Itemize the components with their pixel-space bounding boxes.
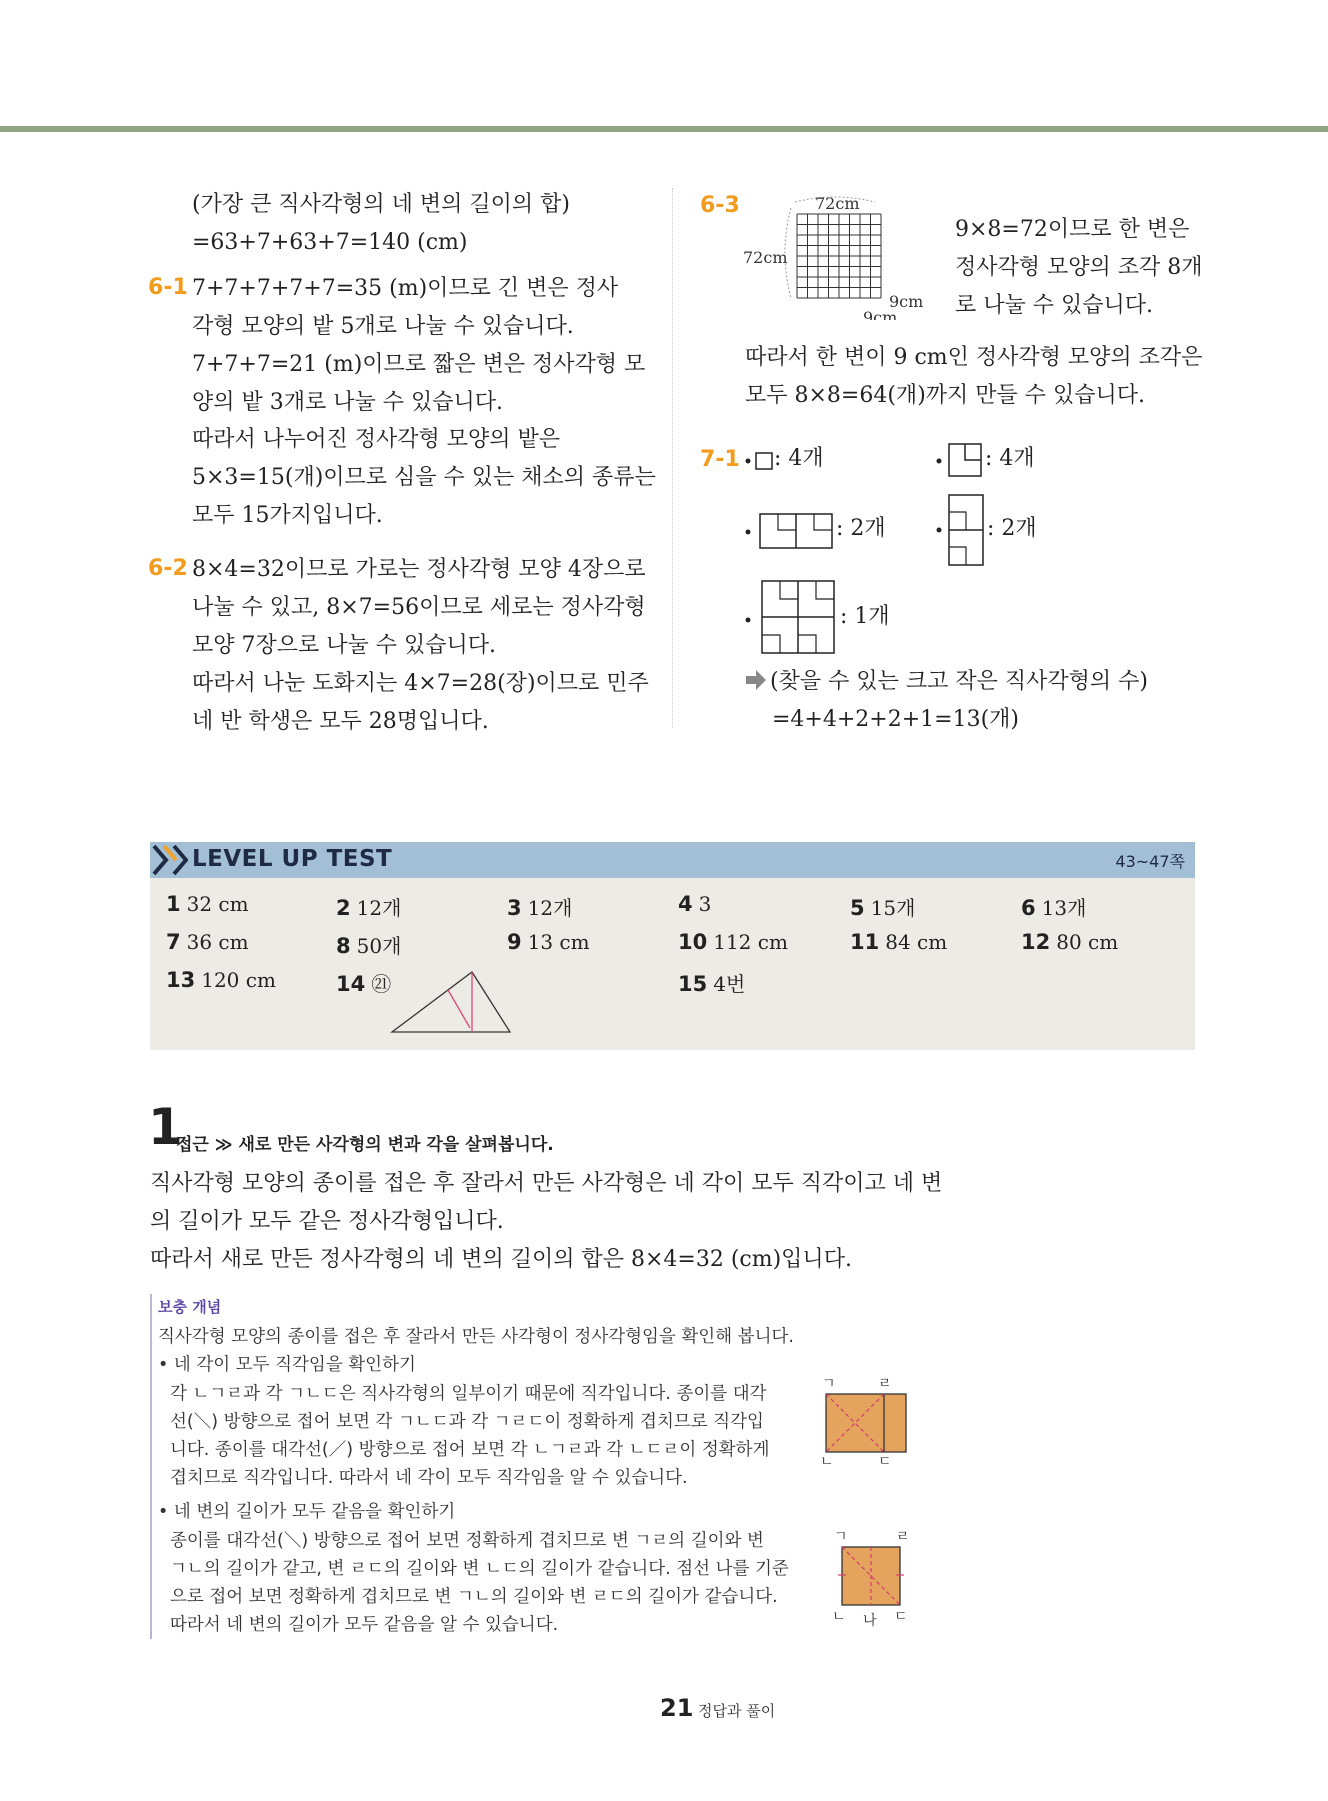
p61-line: 양의 밭 3개로 나눌 수 있습니다. — [192, 390, 503, 415]
answer-item: 15 4번 — [678, 972, 746, 996]
rect-item-5 — [744, 578, 904, 658]
fig1-label: ㄱ — [822, 1376, 836, 1392]
problem-6-3-label: 6-3 — [700, 193, 740, 218]
b2-line: 으로 접어 보면 정확하게 겹치므로 변 ㄱㄴ의 길이와 변 ㄹㄷ의 길이가 같습니다. — [170, 1587, 778, 1607]
problem-7-1-label: 7-1 — [700, 447, 740, 472]
p62-line: 모양 7장으로 나눌 수 있습니다. — [192, 633, 496, 658]
answer-item: 7 36 cm — [166, 930, 249, 954]
b1-line: 니다. 종이를 대각선(／) 방향으로 접어 보면 각 ㄴㄱㄹ과 각 ㄴㄷㄹ이 정확하게 — [170, 1440, 770, 1460]
approach-line: 접근 ≫ 새로 만든 사각형의 변과 각을 살펴봅니다. — [176, 1135, 554, 1155]
fig2-label: ㄷ — [894, 1609, 908, 1625]
answer-item: 9 13 cm — [507, 930, 590, 954]
rect-item-5-count: : 1개 — [840, 604, 890, 629]
conclusion-line-1: (찾을 수 있는 크고 작은 직사각형의 수) — [770, 669, 1148, 694]
rect-item-3 — [744, 508, 904, 552]
fold-figure-1 — [816, 1376, 916, 1468]
supplement-title: 보충 개념 — [158, 1298, 222, 1316]
p61-line: 모두 15가지입니다. — [192, 503, 383, 528]
q1-line: 직사각형 모양의 종이를 접은 후 잘라서 만든 사각형은 네 각이 모두 직각이고 네 변 — [150, 1171, 943, 1196]
fig2-label: ㄱ — [834, 1529, 848, 1545]
grid-figure — [735, 190, 935, 320]
p61-line: 7+7+7=21 (m)이므로 짧은 변은 정사각형 모 — [192, 352, 646, 377]
problem-6-2-label: 6-2 — [148, 556, 188, 581]
p61-line: 5×3=15(개)이므로 심을 수 있는 채소의 종류는 — [192, 465, 656, 490]
b2-line: 종이를 대각선(＼) 방향으로 접어 보면 정확하게 겹치므로 변 ㄱㄹ의 길이와 변 — [170, 1531, 764, 1551]
grid-left-label: 72cm — [743, 248, 788, 267]
p63-line: 따라서 한 변이 9 cm인 정사각형 모양의 조각은 — [745, 345, 1203, 370]
arrow-icon — [744, 668, 768, 692]
p61-line: 7+7+7+7+7=35 (m)이므로 긴 변은 정사 — [192, 276, 619, 301]
level-up-title: LEVEL UP TEST — [192, 846, 393, 872]
question-number: 1 — [148, 1098, 183, 1156]
q1-line: 의 길이가 모두 같은 정사각형입니다. — [150, 1209, 504, 1234]
fold-figure-2 — [830, 1525, 914, 1629]
big-square-icon — [744, 578, 840, 658]
page-number: 21 — [660, 1694, 694, 1722]
p62-line: 따라서 나눈 도화지는 4×7=28(장)이므로 민주 — [192, 671, 649, 696]
rect-item-1 — [744, 444, 844, 474]
fig2-label: 나 — [863, 1613, 877, 1629]
answer-item: 3 12개 — [507, 896, 573, 920]
supplement-bullet-2: • 네 변의 길이가 모두 같음을 확인하기 — [158, 1502, 456, 1522]
fig1-label: ㄷ — [878, 1454, 892, 1468]
column-divider — [672, 188, 673, 728]
q1-line: 따라서 새로 만든 정사각형의 네 변의 길이의 합은 8×4=32 (cm)입니다. — [150, 1247, 852, 1272]
fold-figure-1-svg — [816, 1376, 916, 1468]
supplement-intro: 직사각형 모양의 종이를 접은 후 잘라서 만든 사각형이 정사각형임을 확인해 봅니다. — [158, 1327, 794, 1347]
answer-item: 11 84 cm — [850, 930, 948, 954]
p63-side-line: 로 나눌 수 있습니다. — [955, 293, 1153, 318]
answer-item: 13 120 cm — [166, 968, 276, 992]
intro-line-1: (가장 큰 직사각형의 네 변의 길이의 합) — [192, 192, 570, 217]
triangle-answer-figure — [390, 970, 514, 1036]
b1-line: 선(＼) 방향으로 접어 보면 각 ㄱㄴㄷ과 각 ㄱㄹㄷ이 정확하게 겹치므로 직각입 — [170, 1412, 764, 1432]
rect-item-4 — [935, 492, 1055, 568]
fig1-label: ㄴ — [820, 1454, 834, 1468]
p61-line: 따라서 나누어진 정사각형 모양의 밭은 — [192, 427, 561, 452]
rect-item-2 — [935, 440, 1055, 480]
b2-line: ㄱㄴ의 길이가 같고, 변 ㄹㄷ의 길이와 변 ㄴㄷ의 길이가 같습니다. 점선 나를 기준 — [170, 1559, 789, 1579]
supplement-border — [150, 1294, 156, 1639]
grid-top-label: 72cm — [815, 194, 860, 213]
tall-rectangle-icon — [935, 492, 987, 568]
p62-line: 나눌 수 있고, 8×7=56이므로 세로는 정사각형 — [192, 595, 646, 620]
answer-item: 10 112 cm — [678, 930, 788, 954]
chevron-logo-icon — [150, 842, 188, 878]
b2-line: 따라서 네 변의 길이가 모두 같음을 알 수 있습니다. — [170, 1615, 559, 1635]
rect-item-3-count: : 2개 — [836, 516, 886, 541]
p61-line: 각형 모양의 밭 5개로 나눌 수 있습니다. — [192, 314, 574, 339]
b1-line: 각 ㄴㄱㄹ과 각 ㄱㄴㄷ은 직사각형의 일부이기 때문에 직각입니다. 종이를 대각 — [170, 1384, 767, 1404]
fig2-label: ㄴ — [832, 1609, 846, 1625]
answer-item: 8 50개 — [336, 934, 402, 958]
rect-item-2-count: : 4개 — [985, 446, 1035, 471]
b1-line: 겹치므로 직각입니다. 따라서 네 각이 모두 직각임을 알 수 있습니다. — [170, 1468, 688, 1488]
level-up-answers — [150, 878, 1195, 1050]
problem-6-1-label: 6-1 — [148, 275, 188, 300]
double-square-icon — [744, 508, 836, 552]
intro-line-2: =63+7+63+7=140 (cm) — [192, 230, 468, 255]
fig2-label: ㄹ — [896, 1529, 910, 1545]
answer-item: 6 13개 — [1021, 896, 1087, 920]
p62-line: 네 반 학생은 모두 28명입니다. — [192, 709, 489, 734]
supplement-bullet-1: • 네 각이 모두 직각임을 확인하기 — [158, 1355, 416, 1375]
corner-square-icon — [935, 440, 985, 480]
level-up-header — [150, 842, 1195, 878]
p63-side-line: 정사각형 모양의 조각 8개 — [955, 255, 1203, 280]
footer-label: 정답과 풀이 — [698, 1702, 776, 1720]
p63-side-line: 9×8=72이므로 한 변은 — [955, 217, 1190, 242]
answer-item: 2 12개 — [336, 896, 402, 920]
rect-item-1-count: : 4개 — [774, 446, 824, 471]
answer-item: 5 15개 — [850, 896, 916, 920]
p63-line: 모두 8×8=64(개)까지 만들 수 있습니다. — [745, 383, 1146, 408]
p62-line: 8×4=32이므로 가로는 정사각형 모양 4장으로 — [192, 557, 646, 582]
answer-item: 4 3 — [678, 892, 712, 916]
conclusion-line-2: =4+4+2+2+1=13(개) — [772, 707, 1019, 732]
rect-item-4-count: : 2개 — [987, 516, 1037, 541]
level-up-pages: 43~47쪽 — [1115, 852, 1185, 871]
fold-figure-2-svg — [830, 1525, 914, 1629]
answer-item: 12 80 cm — [1021, 930, 1119, 954]
answer-item: 1 32 cm — [166, 892, 249, 916]
grid-bottom-label: 9cm — [863, 308, 898, 320]
top-rule — [0, 126, 1328, 132]
fig1-label: ㄹ — [878, 1376, 892, 1392]
grid-right-label: 9cm — [889, 292, 924, 311]
grid-svg — [735, 190, 935, 320]
answer-item: 14 ㉑ — [336, 972, 392, 996]
